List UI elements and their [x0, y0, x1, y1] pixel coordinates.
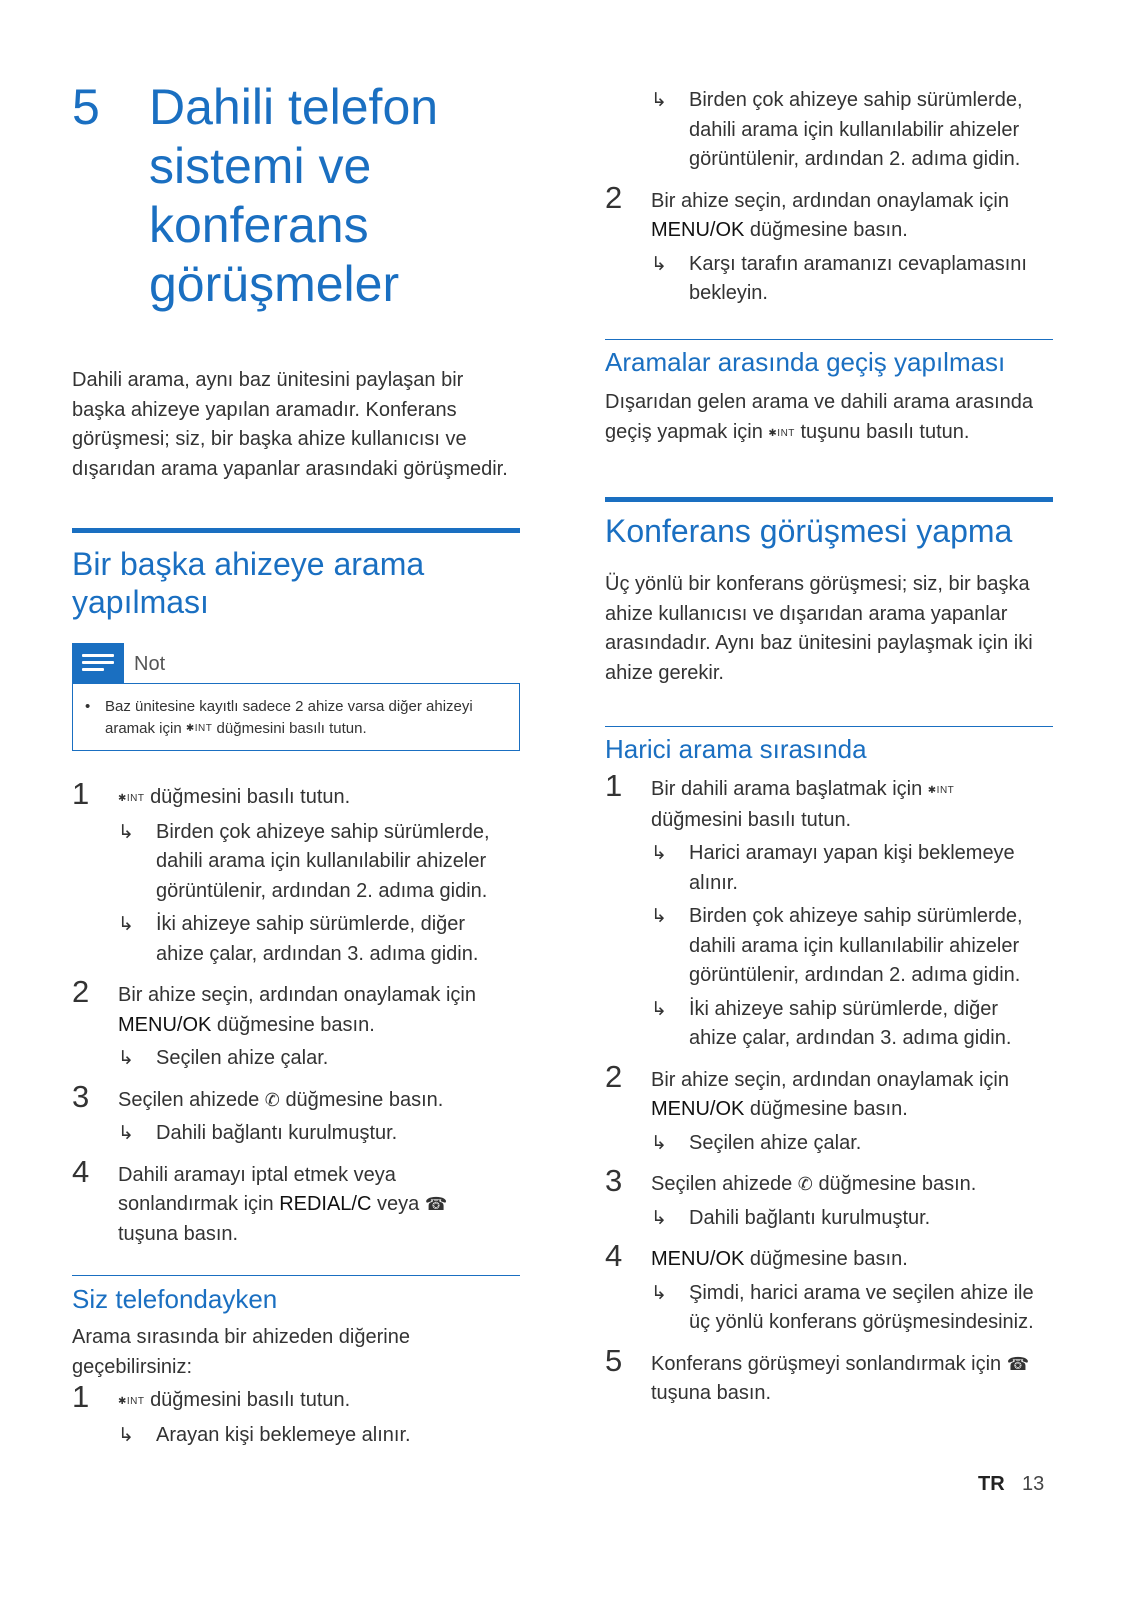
section-switch	[605, 339, 1053, 448]
step-result: ↳ Birden çok ahizeye sahip sürümlerde, dahili arama için kullanılabilir ahizeler görüntülenir, ardından 2. adıma gidin.	[651, 902, 1045, 991]
chapter-number: 5	[72, 79, 100, 135]
note-icon	[72, 643, 124, 683]
section-rule	[72, 528, 520, 533]
step: 1 ✱INT düğmesini basılı tutun. ↳ Arayan kişi beklemeye alınır.	[72, 1386, 520, 1450]
int-key-icon: ✱INT	[927, 785, 955, 796]
section-external	[605, 726, 1053, 1409]
chapter-title-line: görüşmeler	[149, 256, 400, 312]
steps-list	[72, 776, 512, 1249]
section-rule	[605, 497, 1053, 502]
phone-end-icon: ☎	[1006, 1353, 1030, 1374]
step-result: ↳ İki ahizeye sahip sürümlerde, diğer ahize çalar, ardından 3. adıma gidin.	[651, 995, 1045, 1054]
note-box: • Baz ünitesine kayıtlı sadece 2 ahize varsa diğer ahizeyi aramak için ✱INT düğmesini basılı tutun.	[72, 683, 520, 751]
step-result: ↳ Seçilen ahize çalar.	[118, 1044, 512, 1074]
step: 5 Konferans görüşmeyi sonlandırmak için ☎ tuşuna basın.	[605, 1342, 1030, 1404]
redial-key: REDIAL/C	[279, 1193, 372, 1215]
phone-talk-icon: ✆	[797, 1174, 813, 1194]
note	[72, 643, 520, 751]
step: 4 MENU/OK düğmesine basın. ↳ Şimdi, harici arama ve seçilen ahize ile üç yönlü konferans görüşmesindesiniz.	[605, 1245, 1045, 1338]
int-key-icon: ✱INT	[768, 427, 795, 439]
result-arrow-icon: ↳	[651, 906, 667, 927]
step-result: ↳ Dahili bağlantı kurulmuştur.	[118, 1119, 512, 1149]
section-other-handset	[72, 528, 520, 751]
menu-ok-key: MENU/OK	[118, 1013, 212, 1036]
int-key-icon: ✱INT	[118, 1396, 145, 1407]
section-conference	[605, 497, 1053, 688]
step: 2 Bir ahize seçin, ardından onaylamak için MENU/OK düğmesine basın. ↳ Seçilen ahize çalar.	[605, 1066, 1045, 1159]
page-number: 13	[1022, 1473, 1045, 1495]
int-key-icon: ✱INT	[118, 793, 145, 804]
step-result: ↳ Arayan kişi beklemeye alınır.	[118, 1421, 520, 1451]
phone-talk-icon: ✆	[264, 1089, 280, 1110]
section-body: Arama sırasında bir ahizeden diğerine geçebilirsiniz:	[72, 1326, 410, 1378]
step-result: ↳ Harici aramayı yapan kişi beklemeye alınır.	[651, 839, 1045, 898]
step-result: ↳ Birden çok ahizeye sahip sürümlerde, dahili arama için kullanılabilir ahizeler görüntülenir, ardından 2. adıma gidin.	[651, 86, 1045, 175]
result-arrow-icon: ↳	[118, 821, 134, 843]
chapter-title	[149, 78, 438, 314]
result-arrow-icon: ↳	[118, 1048, 134, 1069]
section-body: Dışarıdan gelen arama ve dahili arama arasında geçiş yapmak için ✱INT tuşunu basılı tutun.	[605, 391, 1034, 443]
section-title: Harici arama sırasında	[605, 734, 867, 764]
section-on-call	[72, 1275, 520, 1450]
steps-list	[605, 768, 1045, 1409]
menu-ok-key: MENU/OK	[651, 219, 745, 241]
step: 4 Dahili aramayı iptal etmek veya sonlandırmak için REDIAL/C veya ☎ tuşuna basın.	[72, 1153, 448, 1245]
chapter-title-line: sistemi ve	[149, 138, 372, 194]
step: 3 Seçilen ahizede ✆ düğmesine basın. ↳ Dahili bağlantı kurulmuştur.	[72, 1086, 512, 1149]
section-title: Konferans görüşmesi yapma	[605, 513, 1013, 549]
note-label: Not	[134, 653, 166, 675]
step: 2 Bir ahize seçin, ardından onaylamak için MENU/OK düğmesine basın. ↳ Karşı tarafın aramanızı cevaplamasını bekleyin.	[605, 187, 1045, 309]
footer-language: TR	[978, 1473, 1005, 1495]
step: 1 ✱INT düğmesini basılı tutun. ↳ Birden çok ahizeye sahip sürümlerde, dahili arama için kullanılabilir ahizeler görüntülenir, ardından 2. adıma gidin. ↳ İki ahizeye sahip sürümlerde, diğer ahize çalar, ardından 3. adıma gidin.	[72, 783, 512, 969]
step: 3 Seçilen ahizede ✆ düğmesine basın. ↳ Dahili bağlantı kurulmuştur.	[605, 1170, 1045, 1233]
int-key-icon: ✱INT	[185, 723, 213, 734]
chapter-title-line: konferans	[149, 197, 369, 253]
phone-end-icon: ☎	[424, 1194, 448, 1214]
step-result: ↳ İki ahizeye sahip sürümlerde, diğer ahize çalar, ardından 3. adıma gidin.	[118, 910, 512, 969]
result-arrow-icon: ↳	[651, 1207, 667, 1229]
section-rule	[72, 1275, 520, 1276]
steps-continued	[605, 82, 1045, 309]
intro-paragraph: Dahili arama, aynı baz ünitesini paylaşan bir başka ahizeye yapılan aramadır. Konferans görüşmesi; siz, bir başka ahize kullanıcısı ve dışarıdan arama yapanlar arasındaki görüşmedir.	[72, 369, 508, 480]
result-arrow-icon: ↳	[651, 90, 667, 111]
step: 1 Bir dahili arama başlatmak için ✱INT düğmesini basılı tutun. ↳ Harici aramayı yapan kişi beklemeye alınır. ↳ Birden çok ahizeye sahip sürümlerde, dahili arama için kullanılabilir ahizeler görüntülenir, ardından 2. adıma gidin. ↳ İki ahizeye sahip sürümlerde, diğer ahize çalar, ardından 3. adıma gidin.	[605, 775, 1045, 1054]
result-arrow-icon: ↳	[651, 253, 667, 275]
step-result: ↳ Şimdi, harici arama ve seçilen ahize ile üç yönlü konferans görüşmesindesiniz.	[651, 1279, 1045, 1338]
step-result: ↳ Seçilen ahize çalar.	[651, 1129, 1045, 1159]
section-rule	[605, 726, 1053, 727]
result-arrow-icon: ↳	[651, 1132, 667, 1154]
result-arrow-icon: ↳	[651, 843, 667, 864]
result-arrow-icon: ↳	[118, 1424, 134, 1446]
section-rule	[605, 339, 1053, 340]
result-arrow-icon: ↳	[651, 1282, 667, 1304]
step-result: ↳ Karşı tarafın aramanızı cevaplamasını bekleyin.	[651, 250, 1045, 309]
section-body: Üç yönlü bir konferans görüşmesi; siz, bir başka ahize kullanıcısı ve dışarıdan arama yapanlar arasındadır. Aynı baz ünitesini paylaşmak için iki ahize gerekir.	[605, 573, 1033, 684]
note-header	[72, 643, 520, 683]
section-title: Siz telefondayken	[72, 1284, 278, 1314]
step-result: ↳ Dahili bağlantı kurulmuştur.	[651, 1204, 1045, 1234]
section-title: Bir başka ahizeye arama yapılması	[72, 546, 425, 620]
result-arrow-icon: ↳	[651, 998, 667, 1020]
step: 2 Bir ahize seçin, ardından onaylamak için MENU/OK düğmesine basın. ↳ Seçilen ahize çalar.	[72, 981, 512, 1074]
result-arrow-icon: ↳	[118, 914, 134, 935]
bullet-icon: •	[85, 698, 91, 715]
menu-ok-key: MENU/OK	[651, 1098, 745, 1120]
menu-ok-key: MENU/OK	[651, 1248, 745, 1270]
step-result: ↳ Birden çok ahizeye sahip sürümlerde, dahili arama için kullanılabilir ahizeler görüntülenir, ardından 2. adıma gidin.	[118, 818, 512, 907]
chapter-title-line: Dahili telefon	[149, 79, 439, 135]
result-arrow-icon: ↳	[118, 1123, 134, 1144]
section-title: Aramalar arasında geçiş yapılması	[605, 347, 1006, 377]
